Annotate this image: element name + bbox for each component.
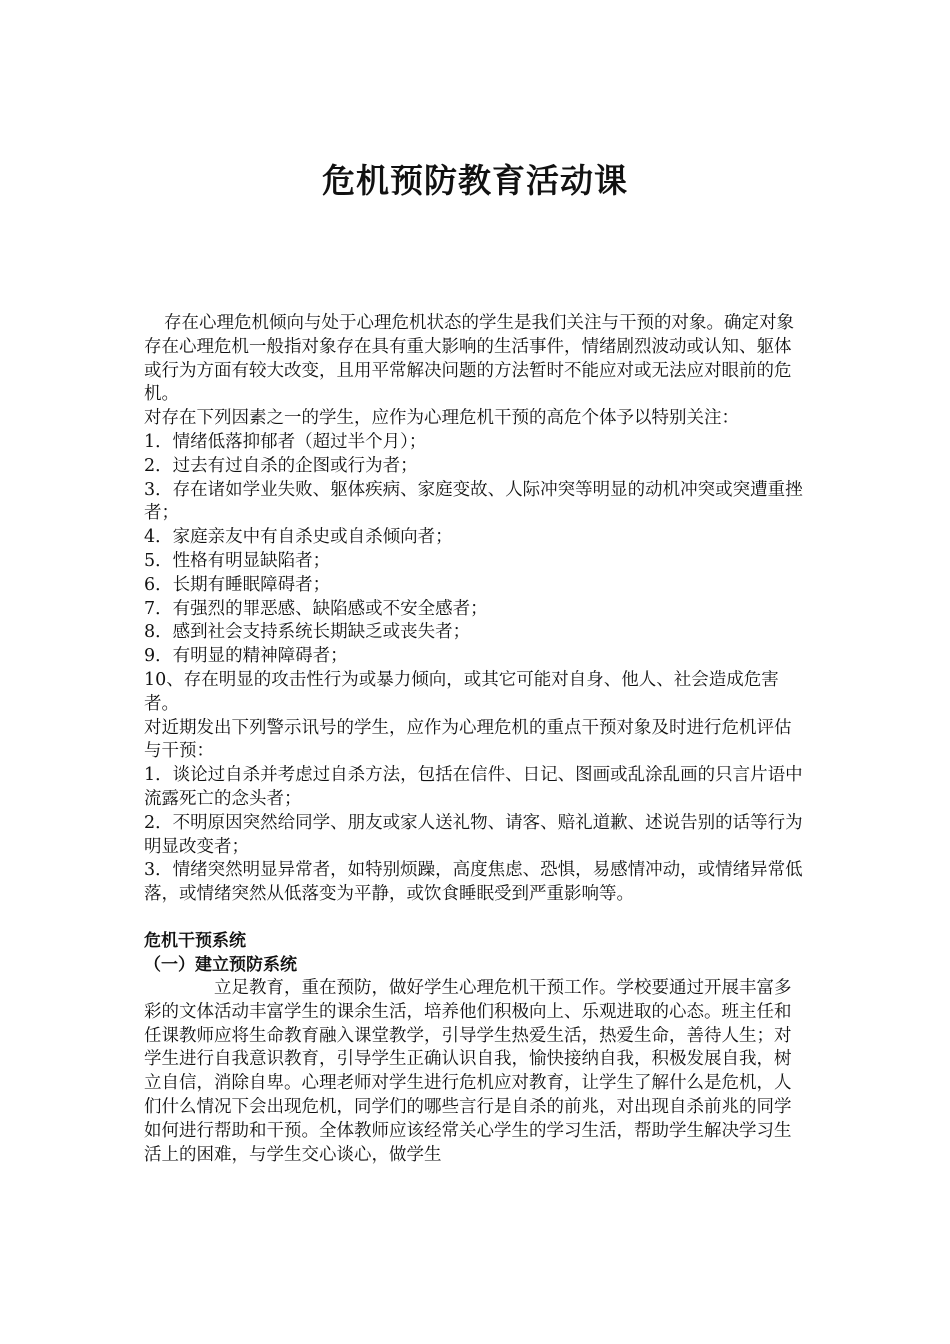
warning-item: 3．情绪突然明显异常者，如特别烦躁，高度焦虑、恐惧，易感情冲动，或情绪异常低落，或情绪突然从低落变为平静，或饮食睡眠受到严重影响等。 bbox=[144, 860, 803, 905]
subsection-heading: （一）建立预防系统 bbox=[144, 954, 297, 975]
risk-item: 7．有强烈的罪恶感、缺陷感或不安全感者； bbox=[144, 598, 488, 619]
document-body bbox=[144, 312, 808, 1167]
risk-item: 2．过去有过自杀的企图或行为者； bbox=[144, 455, 418, 476]
warning-item: 2．不明原因突然给同学、朋友或家人送礼物、请客、赔礼道歉、述说告别的话等行为明显改变者； bbox=[144, 812, 803, 857]
risk-item: 1．情绪低落抑郁者（超过半个月）； bbox=[144, 431, 427, 452]
risk-item: 6．长期有睡眠障碍者； bbox=[144, 574, 331, 595]
risk-item: 4．家庭亲友中有自杀史或自杀倾向者； bbox=[144, 527, 453, 548]
risk-item: 8．感到社会支持系统长期缺乏或丧失者； bbox=[144, 622, 471, 643]
section-heading: 危机干预系统 bbox=[144, 930, 246, 951]
risk-item: 10、存在明显的攻击性行为或暴力倾向，或其它可能对自身、他人、社会造成危害者。 bbox=[144, 669, 779, 714]
risk-item: 3．存在诸如学业失败、躯体疾病、家庭变故、人际冲突等明显的动机冲突或突遭重挫者； bbox=[144, 479, 803, 524]
warning-item: 1．谈论过自杀并考虑过自杀方法，包括在信件、日记、图画或乱涂乱画的只言片语中流露死亡的念头者； bbox=[144, 765, 803, 809]
risk-item: 5．性格有明显缺陷者； bbox=[144, 550, 331, 571]
risk-item: 9．有明显的精神障碍者； bbox=[144, 646, 348, 667]
section-spacer bbox=[144, 907, 808, 929]
warning-intro: 对近期发出下列警示讯号的学生，应作为心理危机的重点干预对象及时进行危机评估与干预： bbox=[144, 717, 792, 762]
document-title: 危机预防教育活动课 bbox=[322, 161, 628, 200]
intro-paragraph: 存在心理危机倾向与处于心理危机状态的学生是我们关注与干预的对象。确定对象存在心理危机一般指对象存在具有重大影响的生活事件，情绪剧烈波动或认知、躯体或行为方面有较大改变，且用平常解决问题的方法暂时不能应对或无法应对眼前的危机。 bbox=[144, 313, 794, 405]
prevention-paragraph: 立足教育，重在预防，做好学生心理危机干预工作。学校要通过开展丰富多彩的文体活动丰富学生的课余生活，培养他们积极向上、乐观进取的心态。班主任和任课教师应将生命教育融入课堂教学，引导学生热爱生活，热爱生命，善待人生；对学生进行自我意识教育，引导学生正确认识自我，愉快接纳自我，积极发展自我，树立自信，消除自卑。心理老师对学生进行危机应对教育，让学生了解什么是危机，人们什么情况下会出现危机，同学们的哪些言行是自杀的前兆，对出现自杀前兆的同学如何进行帮助和干预。全体教师应该经常关心学生的学习生活，帮助学生解决学习生活上的困难，与学生交心谈心，做学生 bbox=[144, 977, 792, 1165]
risk-intro: 对存在下列因素之一的学生，应作为心理危机干预的高危个体予以特别关注： bbox=[144, 408, 739, 429]
